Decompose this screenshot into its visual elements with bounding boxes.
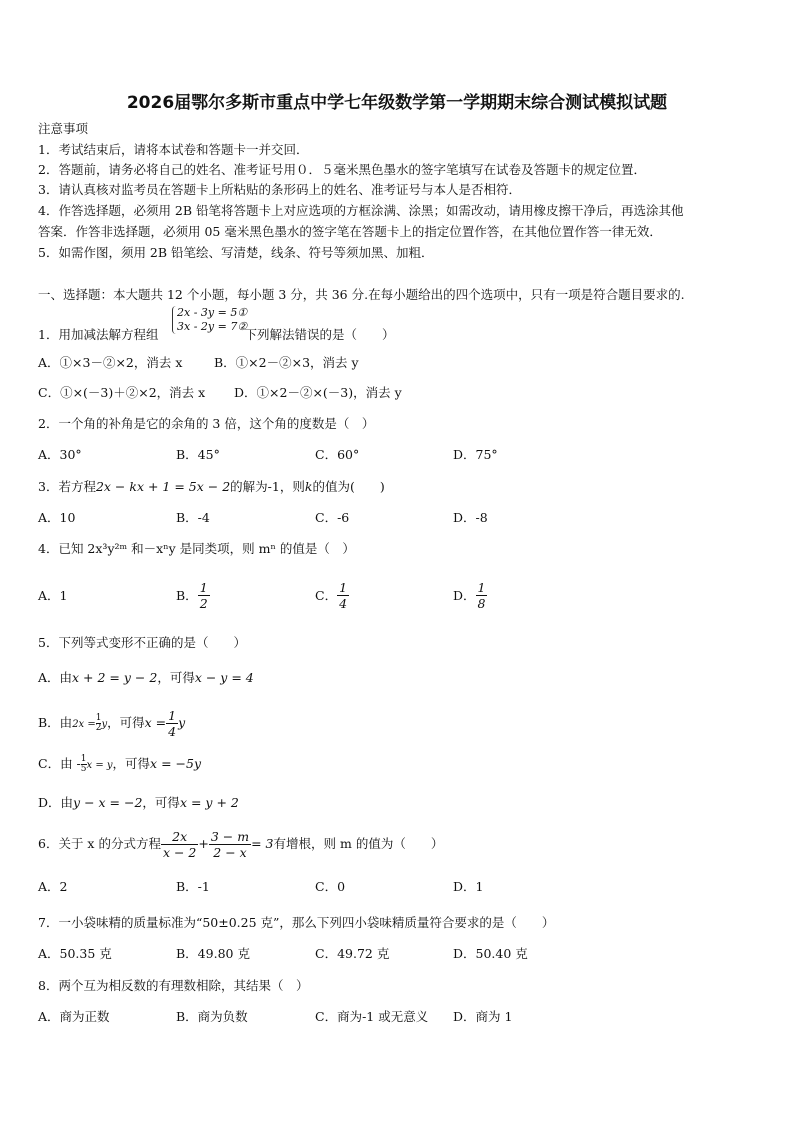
q5-c-mid: ，可得 xyxy=(112,756,151,771)
q4-option-d[interactable] xyxy=(453,580,487,611)
numerator: 1 xyxy=(477,580,486,595)
q1-eq2: 3x - 2y = 7② xyxy=(177,320,248,333)
q2-option-a[interactable]: A．30° xyxy=(38,447,82,462)
denominator: 2 xyxy=(199,596,208,611)
q5-a-prefix: A．由 xyxy=(38,670,73,685)
q6-suffix: 有增根，则 m 的值为（ ） xyxy=(273,836,444,851)
q1-options-row2 xyxy=(38,385,558,401)
q5-d-prefix: D．由 xyxy=(38,795,74,810)
q6-fraction-1 xyxy=(161,829,198,860)
question-6 xyxy=(38,826,443,862)
question-8: 8．两个互为相反数的有理数相除，其结果（ ） xyxy=(38,978,309,993)
q7-option-b[interactable]: B．49.80 克 xyxy=(176,946,250,961)
q2-options xyxy=(38,447,558,463)
notice-item-4-cont: 答案．作答非选择题，必须用 05 毫米黑色墨水的签字笔在答题卡上的指定位置作答，在其他位置作答一律无效． xyxy=(38,224,662,239)
notice-item-3: 3．请认真核对监考员在答题卡上所粘贴的条形码上的姓名、准考证号与本人是否相符． xyxy=(38,182,521,197)
q3-option-c[interactable]: C．-6 xyxy=(315,510,350,525)
q4-option-d-fraction xyxy=(476,580,488,611)
denominator: 2 xyxy=(95,723,102,733)
q1-suffix: 下列解法错误的是（ ） xyxy=(244,327,395,342)
notice-item-2: 2．答题前，请务必将自己的姓名、准考证号用０．５毫米黑色墨水的签字笔填写在试卷及答题卡的规定位置． xyxy=(38,162,646,177)
q3-prefix: 3．若方程 xyxy=(38,479,96,494)
q5-b-eq-left: 2x = xyxy=(72,719,96,730)
q8-option-c[interactable]: C．商为-1 或无意义 xyxy=(315,1009,429,1024)
q5-a-mid: ，可得 xyxy=(157,670,195,685)
numerator: 3 − m xyxy=(210,829,250,844)
q8-option-d[interactable]: D．商为 1 xyxy=(453,1009,513,1024)
q5-b-fraction-2 xyxy=(166,708,178,739)
notice-item-5: 5．如需作图，须用 2B 铅笔绘、写清楚，线条、符号等须加黑、加粗． xyxy=(38,245,434,260)
q5-b-result-right: y xyxy=(178,715,186,730)
q5-b-prefix: B．由 xyxy=(38,715,73,730)
q3-options xyxy=(38,510,558,526)
q5-option-c[interactable] xyxy=(38,750,201,778)
q6-plus: + xyxy=(198,836,209,851)
q2-option-b[interactable]: B．45° xyxy=(176,447,220,462)
q1-option-d[interactable]: D．①×2－②×(－3)，消去 y xyxy=(234,385,402,400)
denominator: 2 − x xyxy=(213,845,247,860)
q7-option-a[interactable]: A．50.35 克 xyxy=(38,946,112,961)
section-1-heading: 一、选择题：本大题共 12 个小题，每小题 3 分，共 36 分.在每小题给出的四个选项中，只有一项是符合题目要求的. xyxy=(38,287,685,302)
q1-equation-system xyxy=(172,306,247,334)
q5-option-d[interactable] xyxy=(38,795,239,811)
q1-option-c[interactable]: C．①×(－3)＋②×2，消去 x xyxy=(38,385,206,400)
question-4: 4．已知 2x³y²ᵐ 和－xⁿy 是同类项，则 mⁿ 的值是（ ） xyxy=(38,541,355,556)
question-2: 2．一个角的补角是它的余角的 3 倍，这个角的度数是（ ） xyxy=(38,416,375,431)
q4-option-d-label: D． xyxy=(453,588,476,603)
q7-option-d[interactable]: D．50.40 克 xyxy=(453,946,528,961)
notice-heading: 注意事项 xyxy=(38,121,89,136)
q5-option-a[interactable] xyxy=(38,670,254,686)
question-5: 5．下列等式变形不正确的是（ ） xyxy=(38,635,246,650)
numerator: 1 xyxy=(80,754,87,764)
notice-item-4: 4．作答选择题，必须用 2B 铅笔将答题卡上对应选项的方框涂满、涂黑；如需改动，请用橡皮擦干净后，再选涂其他 xyxy=(38,203,684,218)
denominator: 5 xyxy=(80,764,87,774)
q3-option-d[interactable]: D．-8 xyxy=(453,510,488,525)
q8-options xyxy=(38,1009,558,1025)
notice-item-1: 1．考试结束后，请将本试卷和答题卡一并交回． xyxy=(38,142,309,157)
q3-option-a[interactable]: A．10 xyxy=(38,510,76,525)
numerator: 1 xyxy=(95,713,102,723)
q3-equation: 2x − kx + 1 = 5x − 2 xyxy=(95,479,231,494)
q5-d-equation: y − x = −2 xyxy=(73,795,143,810)
q7-options xyxy=(38,946,558,962)
q6-option-c[interactable]: C．0 xyxy=(315,879,346,894)
q5-d-mid: ，可得 xyxy=(142,795,180,810)
question-7: 7．一小袋味精的质量标准为“50±0.25 克”，那么下列四小袋味精质量符合要求的是（ ） xyxy=(38,915,555,930)
q4-option-b-fraction xyxy=(198,580,210,611)
q4-option-b-label: B． xyxy=(176,588,198,603)
q6-option-d[interactable]: D．1 xyxy=(453,879,484,894)
q4-options xyxy=(38,580,558,612)
q5-b-mid: ，可得 xyxy=(107,715,145,730)
q6-option-a[interactable]: A．2 xyxy=(38,879,68,894)
q5-c-prefix: C．由 - xyxy=(38,756,81,771)
q5-b-result-left: x = xyxy=(144,715,167,730)
numerator: 1 xyxy=(168,708,177,723)
q4-option-c-fraction xyxy=(337,580,349,611)
q5-c-equation: x = y xyxy=(86,760,113,771)
q5-d-result: x = y + 2 xyxy=(179,795,239,810)
numerator: 2x xyxy=(161,829,198,845)
q2-option-c[interactable]: C．60° xyxy=(315,447,360,462)
q4-option-c-label: C． xyxy=(315,588,338,603)
q6-equals: = 3 xyxy=(251,836,274,851)
q8-option-b[interactable]: B．商为负数 xyxy=(176,1009,248,1024)
denominator: 4 xyxy=(339,596,348,611)
denominator: x − 2 xyxy=(162,845,197,860)
denominator: 8 xyxy=(477,596,486,611)
q7-option-c[interactable]: C．49.72 克 xyxy=(315,946,390,961)
q3-variable: k xyxy=(304,479,313,494)
q1-options-row1 xyxy=(38,355,558,371)
q6-prefix: 6．关于 x 的分式方程 xyxy=(38,836,161,851)
q5-a-result: x − y = 4 xyxy=(194,670,254,685)
q1-prefix: 1．用加减法解方程组 xyxy=(38,327,159,342)
q6-option-b[interactable]: B．-1 xyxy=(176,879,210,894)
q1-option-b[interactable]: B．①×2－②×3，消去 y xyxy=(214,355,359,370)
q3-mid: 的解为-1，则 xyxy=(230,479,305,494)
denominator: 4 xyxy=(168,724,177,739)
question-3 xyxy=(38,479,385,495)
page-title: 2026届鄂尔多斯市重点中学七年级数学第一学期期末综合测试模拟试题 xyxy=(126,93,668,113)
q2-option-d[interactable]: D．75° xyxy=(453,447,498,462)
q5-c-result: x = −5y xyxy=(150,756,202,771)
q1-option-a[interactable]: A．①×3－②×2，消去 x xyxy=(38,355,183,370)
q4-option-b[interactable] xyxy=(176,580,210,611)
q5-b-eq-right: y xyxy=(101,719,108,730)
q6-fraction-2 xyxy=(209,829,251,860)
q1-eq1: 2x - 3y = 5① xyxy=(177,306,248,319)
q5-option-b[interactable] xyxy=(38,708,185,738)
numerator: 1 xyxy=(199,580,208,595)
q4-option-c[interactable] xyxy=(315,580,349,611)
q6-options xyxy=(38,879,558,895)
q4-option-a[interactable]: A．1 xyxy=(38,588,68,603)
numerator: 1 xyxy=(339,580,348,595)
q8-option-a[interactable]: A．商为正数 xyxy=(38,1009,110,1024)
q3-option-b[interactable]: B．-4 xyxy=(176,510,210,525)
q3-suffix: 的值为( ) xyxy=(312,479,385,494)
q5-a-equation: x + 2 = y − 2 xyxy=(72,670,158,685)
